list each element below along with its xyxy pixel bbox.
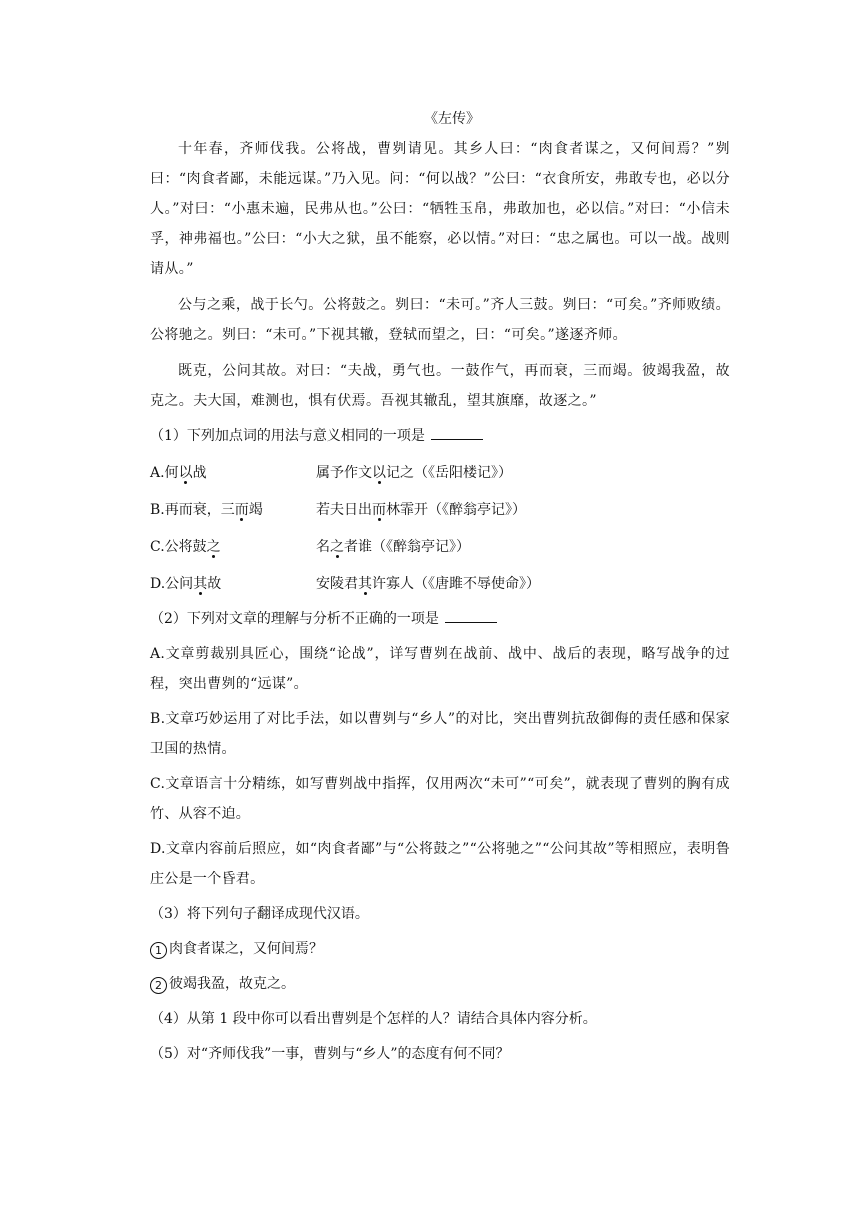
dotted-word: 之 [330, 539, 344, 555]
circled-number-icon: 2 [150, 977, 167, 994]
q2-choice-c: C.文章语言十分精练，如写曹刿战中指挥，仅用两次“未可”“可矣”，就表现了曹刿的胸有成竹、从容不迫。 [150, 776, 730, 822]
q2-choice-d: D.文章内容前后照应，如“肉食者鄙”与“公将鼓之”“公将驰之”“公问其故”等相照应，表明鲁庄公是一个昏君。 [150, 841, 730, 887]
q3-item-text: 肉食者谋之，又何间焉？ [169, 941, 323, 957]
dotted-word: 而 [372, 502, 386, 518]
q1-option-a [150, 458, 730, 488]
question-3-stem: （3）将下列句子翻译成现代汉语。 [150, 906, 369, 922]
dotted-word: 而 [234, 502, 249, 518]
question-5: （5）对“齐师伐我”一事，曹刿与“乡人”的态度有何不同？ [150, 1046, 510, 1062]
dotted-word: 以 [372, 465, 386, 481]
passage-paragraph-3: 既克，公问其故。对曰：“夫战，勇气也。一鼓作气，再而衰，三而竭。彼竭我盈，故克之。夫大国，难测也，惧有伏焉。吾视其辙乱，望其旗靡，故逐之。” [150, 363, 730, 409]
q1-option-b [150, 495, 730, 525]
option-text: D.公问 [150, 576, 194, 592]
q2-choice-b: B.文章巧妙运用了对比手法，如以曹刿与“乡人”的对比，突出曹刿抗敌御侮的责任感和保家卫国的热情。 [150, 711, 730, 757]
option-text: 故 [207, 576, 222, 592]
answer-blank [445, 608, 497, 623]
option-text: 若夫日出 [316, 502, 372, 518]
option-text: 许寡人（《唐雎不辱使命》） [372, 576, 540, 592]
q3-item-1 [150, 934, 730, 964]
option-text: 竭 [248, 502, 263, 518]
option-text: B.再而衰，三 [150, 502, 235, 518]
option-text: 名 [316, 539, 330, 555]
dotted-word: 之 [206, 539, 221, 555]
option-text: 战 [192, 465, 207, 481]
dotted-word: 其 [358, 576, 372, 592]
passage-paragraph-2: 公与之乘，战于长勺。公将鼓之。刿曰：“未可。”齐人三鼓。刿曰：“可矣。”齐师败绩。公将驰之。刿曰：“未可。”下视其辙，登轼而望之，曰：“可矣。”遂逐齐师。 [150, 297, 730, 343]
option-text: C.公将鼓 [150, 539, 207, 555]
q3-item-2 [150, 969, 730, 999]
document-page [150, 104, 730, 1069]
option-text: 林霏开（《醉翁亭记》） [386, 502, 526, 518]
question-2 [150, 604, 730, 634]
option-text: 者谁（《醉翁亭记》） [344, 539, 470, 555]
question-4: （4）从第 1 段中你可以看出曹刿是个怎样的人？请结合具体内容分析。 [150, 1011, 597, 1027]
option-text: 安陵君 [316, 576, 358, 592]
dotted-word: 以 [178, 465, 193, 481]
question-1 [150, 421, 730, 451]
dotted-word: 其 [193, 576, 208, 592]
option-text: 记之（《岳阳楼记》） [386, 465, 512, 481]
question-2-stem: （2）下列对文章的理解与分析不正确的一项是 [150, 611, 439, 627]
passage-paragraph-1: 十年春，齐师伐我。公将战，曹刿请见。其乡人曰：“肉食者谋之，又何间焉？”刿曰：“肉食者鄙，未能远谋。”乃入见。问：“何以战？”公曰：“衣食所安，弗敢专也，必以分人。”对曰：“小惠未遍，民弗从也。”公曰：“牺牲玉帛，弗敢加也，必以信。”对曰：“小信未孚，神弗福也。”公曰：“小大之狱，虽不能察，必以情。”对曰：“忠之属也。可以一战。战则请从。” [150, 141, 730, 277]
question-1-stem: （1）下列加点词的用法与意义相同的一项是 [150, 428, 425, 444]
q1-option-d [150, 569, 730, 599]
q1-option-c [150, 532, 730, 562]
answer-blank [431, 425, 483, 440]
option-text: 属予作文 [316, 465, 372, 481]
passage-title: 《左传》 [424, 111, 480, 127]
circled-number-icon: 1 [150, 942, 167, 959]
q3-item-text: 彼竭我盈，故克之。 [169, 976, 295, 992]
q2-choice-a: A.文章剪裁别具匠心，围绕“论战”，详写曹刿在战前、战中、战后的表现，略写战争的过程，突出曹刿的“远谋”。 [150, 646, 730, 692]
option-text: A.何 [150, 465, 179, 481]
